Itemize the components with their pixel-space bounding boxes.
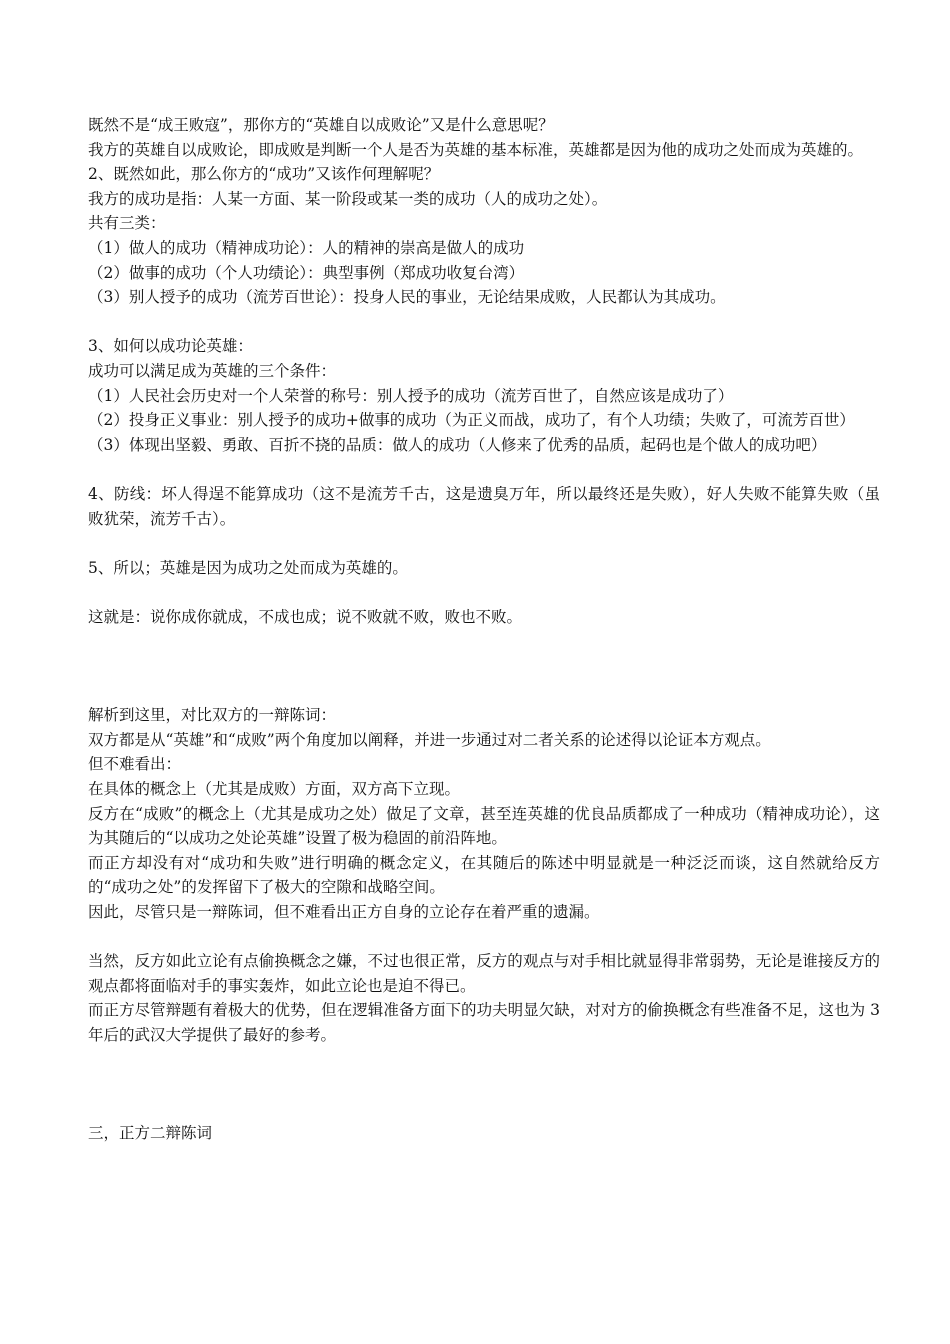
paragraph: 而正方尽管辩题有着极大的优势，但在逻辑准备方面下的功夫明显欠缺，对对方的偷换概念有些准备不足，这也为 3 年后的武汉大学提供了最好的参考。: [88, 1001, 880, 1044]
paragraph: 而正方却没有对“成功和失败”进行明确的概念定义，在其随后的陈述中明显就是一种泛泛而谈，这自然就给反方的“成功之处”的发挥留下了极大的空隙和战略空间。: [88, 853, 880, 897]
spacer: [88, 457, 880, 482]
paragraph: 我方的英雄自以成败论，即成败是判断一个人是否为英雄的基本标准，英雄都是因为他的成功之处而成为英雄的。: [88, 140, 864, 159]
section-five-paragraph: 5、所以；英雄是因为成功之处而成为英雄的。: [88, 558, 408, 577]
paragraph: 因此，尽管只是一辩陈词，但不难看出正方自身的立论存在着严重的遗漏。: [88, 903, 600, 922]
intro-block: [88, 113, 880, 310]
document-page: [88, 113, 880, 1146]
paragraph: 3、如何以成功论英雄：: [88, 337, 253, 356]
analysis-block: [88, 703, 880, 924]
paragraph: 共有三类：: [88, 214, 166, 233]
spacer: [88, 310, 880, 335]
section-four-paragraph: 4、防线：坏人得逞不能算成功（这不是流芳千古，这是遗臭万年，所以最终还是失败），好人失败不能算失败（虽败犹荣，流芳千古）。: [88, 484, 880, 528]
spacer: [88, 531, 880, 556]
list-item: （3）别人授予的成功（流芳百世论）：投身人民的事业，无论结果成败，人民都认为其成功。: [88, 288, 726, 307]
paragraph: 但不难看出：: [88, 755, 182, 774]
paragraph: 既然不是“成王败寇”，那你方的“英雄自以成败论”又是什么意思呢？: [88, 116, 554, 134]
paragraph: 当然，反方如此立论有点偷换概念之嫌，不过也很正常，反方的观点与对手相比就显得非常弱势，无论是谁接反方的观点都将面临对手的事实轰炸，如此立论也是迫不得已。: [88, 952, 880, 995]
paragraph: 在具体的概念上（尤其是成败）方面，双方高下立现。: [88, 780, 461, 799]
list-item: （1）做人的成功（精神成功论）：人的精神的崇高是做人的成功: [88, 238, 525, 257]
commentary-block: [88, 949, 880, 1047]
list-item: （1）人民社会历史对一个人荣誉的称号：别人授予的成功（流芳百世了，自然应该是成功了）: [88, 386, 734, 405]
list-item: （2）投身正义事业：别人授予的成功+做事的成功（为正义而战，成功了，有个人功绩；失败了，可流芳百世）: [88, 411, 855, 430]
spacer: [88, 925, 880, 950]
paragraph: 反方在“成败”的概念上（尤其是成功之处）做足了文章，甚至连英雄的优良品质都成了一种成功（精神成功论），这为其随后的“以成功之处论英雄”设置了极为稳固的前沿阵地。: [88, 804, 880, 848]
paragraph: 我方的成功是指：人某一方面、某一阶段或某一类的成功（人的成功之处）。: [88, 189, 608, 208]
paragraph: 双方都是从“英雄”和“成败”两个角度加以阐释，并进一步通过对二者关系的论述得以论证本方观点。: [88, 730, 771, 749]
paragraph: 解析到这里，对比双方的一辩陈词：: [88, 706, 337, 725]
spacer: [88, 580, 880, 605]
paragraph: 成功可以满足成为英雄的三个条件：: [88, 361, 337, 380]
spacer: [88, 1048, 880, 1122]
section-heading: 三，正方二辩陈词: [88, 1124, 213, 1143]
list-item: （2）做事的成功（个人功绩论）：典型事例（郑成功收复台湾）: [88, 263, 525, 282]
paragraph: 2、既然如此，那么你方的“成功”又该作何理解呢？: [88, 165, 440, 184]
spacer: [88, 629, 880, 703]
list-item: （3）体现出坚毅、勇敢、百折不挠的品质：做人的成功（人修来了优秀的品质，起码也是个做人的成功吧）: [88, 435, 827, 454]
summary-paragraph: 这就是：说你成你就成，不成也成；说不败就不败，败也不败。: [88, 607, 523, 626]
section-three-block: [88, 334, 880, 457]
